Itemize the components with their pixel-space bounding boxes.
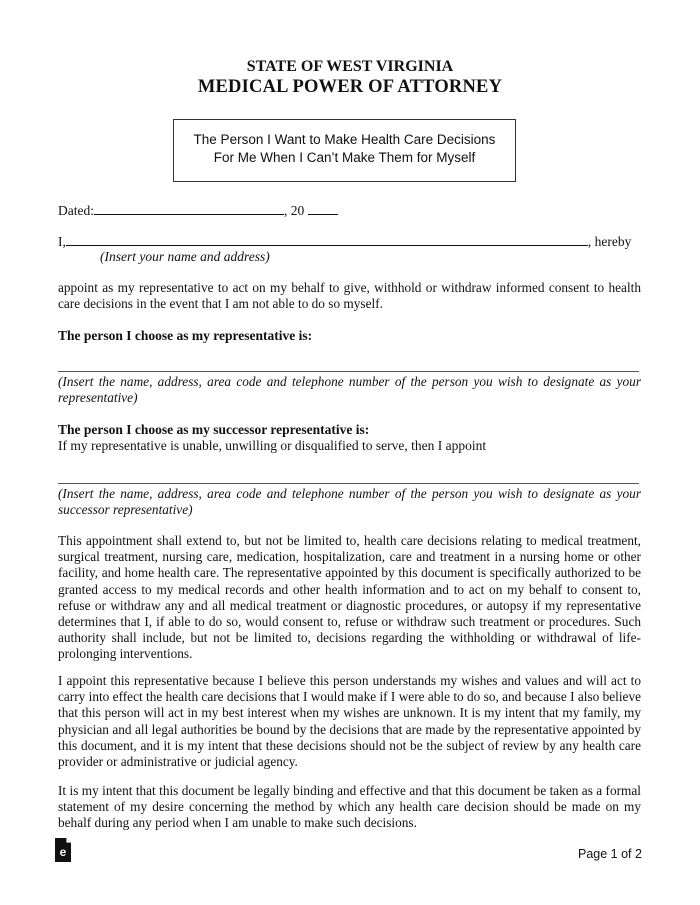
hereby-label: , hereby [587, 234, 632, 249]
dated-year-field[interactable] [308, 202, 338, 215]
box-line-2: For Me When I Can’t Make Them for Myself [213, 150, 476, 165]
svg-text:e: e [59, 845, 67, 859]
successor-text: If my representative is unable, unwilling or disqualified to serve, then I appoint [58, 438, 487, 453]
dated-label: Dated: [58, 203, 94, 218]
representative-hint: (Insert the name, address, area code and telephone number of the person you wish to designate as your representative) [58, 374, 641, 406]
i-label: I, [58, 234, 66, 249]
successor-heading: The person I choose as my successor representative is: [58, 422, 370, 437]
box-line-1: The Person I Want to Make Health Care Decisions [193, 132, 496, 147]
reasons-paragraph: I appoint this representative because I believe this person understands my wishes and values and will act to carry into effect the health care decisions that I would make if I were able to do so, and because I also believe that this person will act in my best interest when my wishes are unknown. It is my intent that my family, my physician and all legal authorities be bound by the decisions that are made by the representative appointed by this document, and it is my intent that these decisions should not be the subject of review by any health care provider or administrative or judicial agency. [58, 673, 641, 770]
representative-heading: The person I choose as my representative is: [58, 328, 313, 343]
section-title-box [173, 119, 516, 182]
document-title: MEDICAL POWER OF ATTORNEY [197, 77, 503, 97]
principal-name-hint: (Insert your name and address) [100, 249, 270, 264]
page-number: Page 1 of 2 [578, 847, 642, 861]
principal-name-line [58, 233, 648, 250]
principal-name-field[interactable] [66, 233, 588, 246]
representative-field[interactable] [58, 371, 639, 372]
eforms-logo-icon [55, 838, 71, 862]
dated-year-prefix: , 20 [284, 203, 305, 218]
dated-line [58, 202, 338, 219]
state-heading: STATE OF WEST VIRGINIA [246, 58, 454, 75]
dated-date-field[interactable] [94, 202, 284, 215]
successor-hint: (Insert the name, address, area code and telephone number of the person you wish to designate as your successor representative) [58, 486, 641, 518]
authority-paragraph: This appointment shall extend to, but not be limited to, health care decisions relating to medical treatment, surgical treatment, nursing care, medication, hospitalization, care and treatment in a nursing home or other facility, and home health care. The representative appointed by this document is specifically authorized to be granted access to my medical records and other health information and to act on my behalf to consent to, refuse or withdraw any and all medical treatment or diagnostic procedures, or autopsy if my representative determines that I, if able to do so, would consent to, refuse or withdraw such treatment or procedures. Such authority shall include, but not be limited to, decisions regarding the withholding or withdrawal of life-prolonging interventions. [58, 533, 641, 662]
intent-paragraph: It is my intent that this document be legally binding and effective and that this document be taken as a formal statement of my desire concerning the method by which any health care decision should be made on my behalf during any period when I am unable to make such decisions. [58, 783, 641, 831]
successor-field[interactable] [58, 483, 639, 484]
appointment-intro-text: appoint as my representative to act on my behalf to give, withhold or withdraw informed consent to health care decisions in the event that I am not able to do so myself. [58, 280, 641, 312]
